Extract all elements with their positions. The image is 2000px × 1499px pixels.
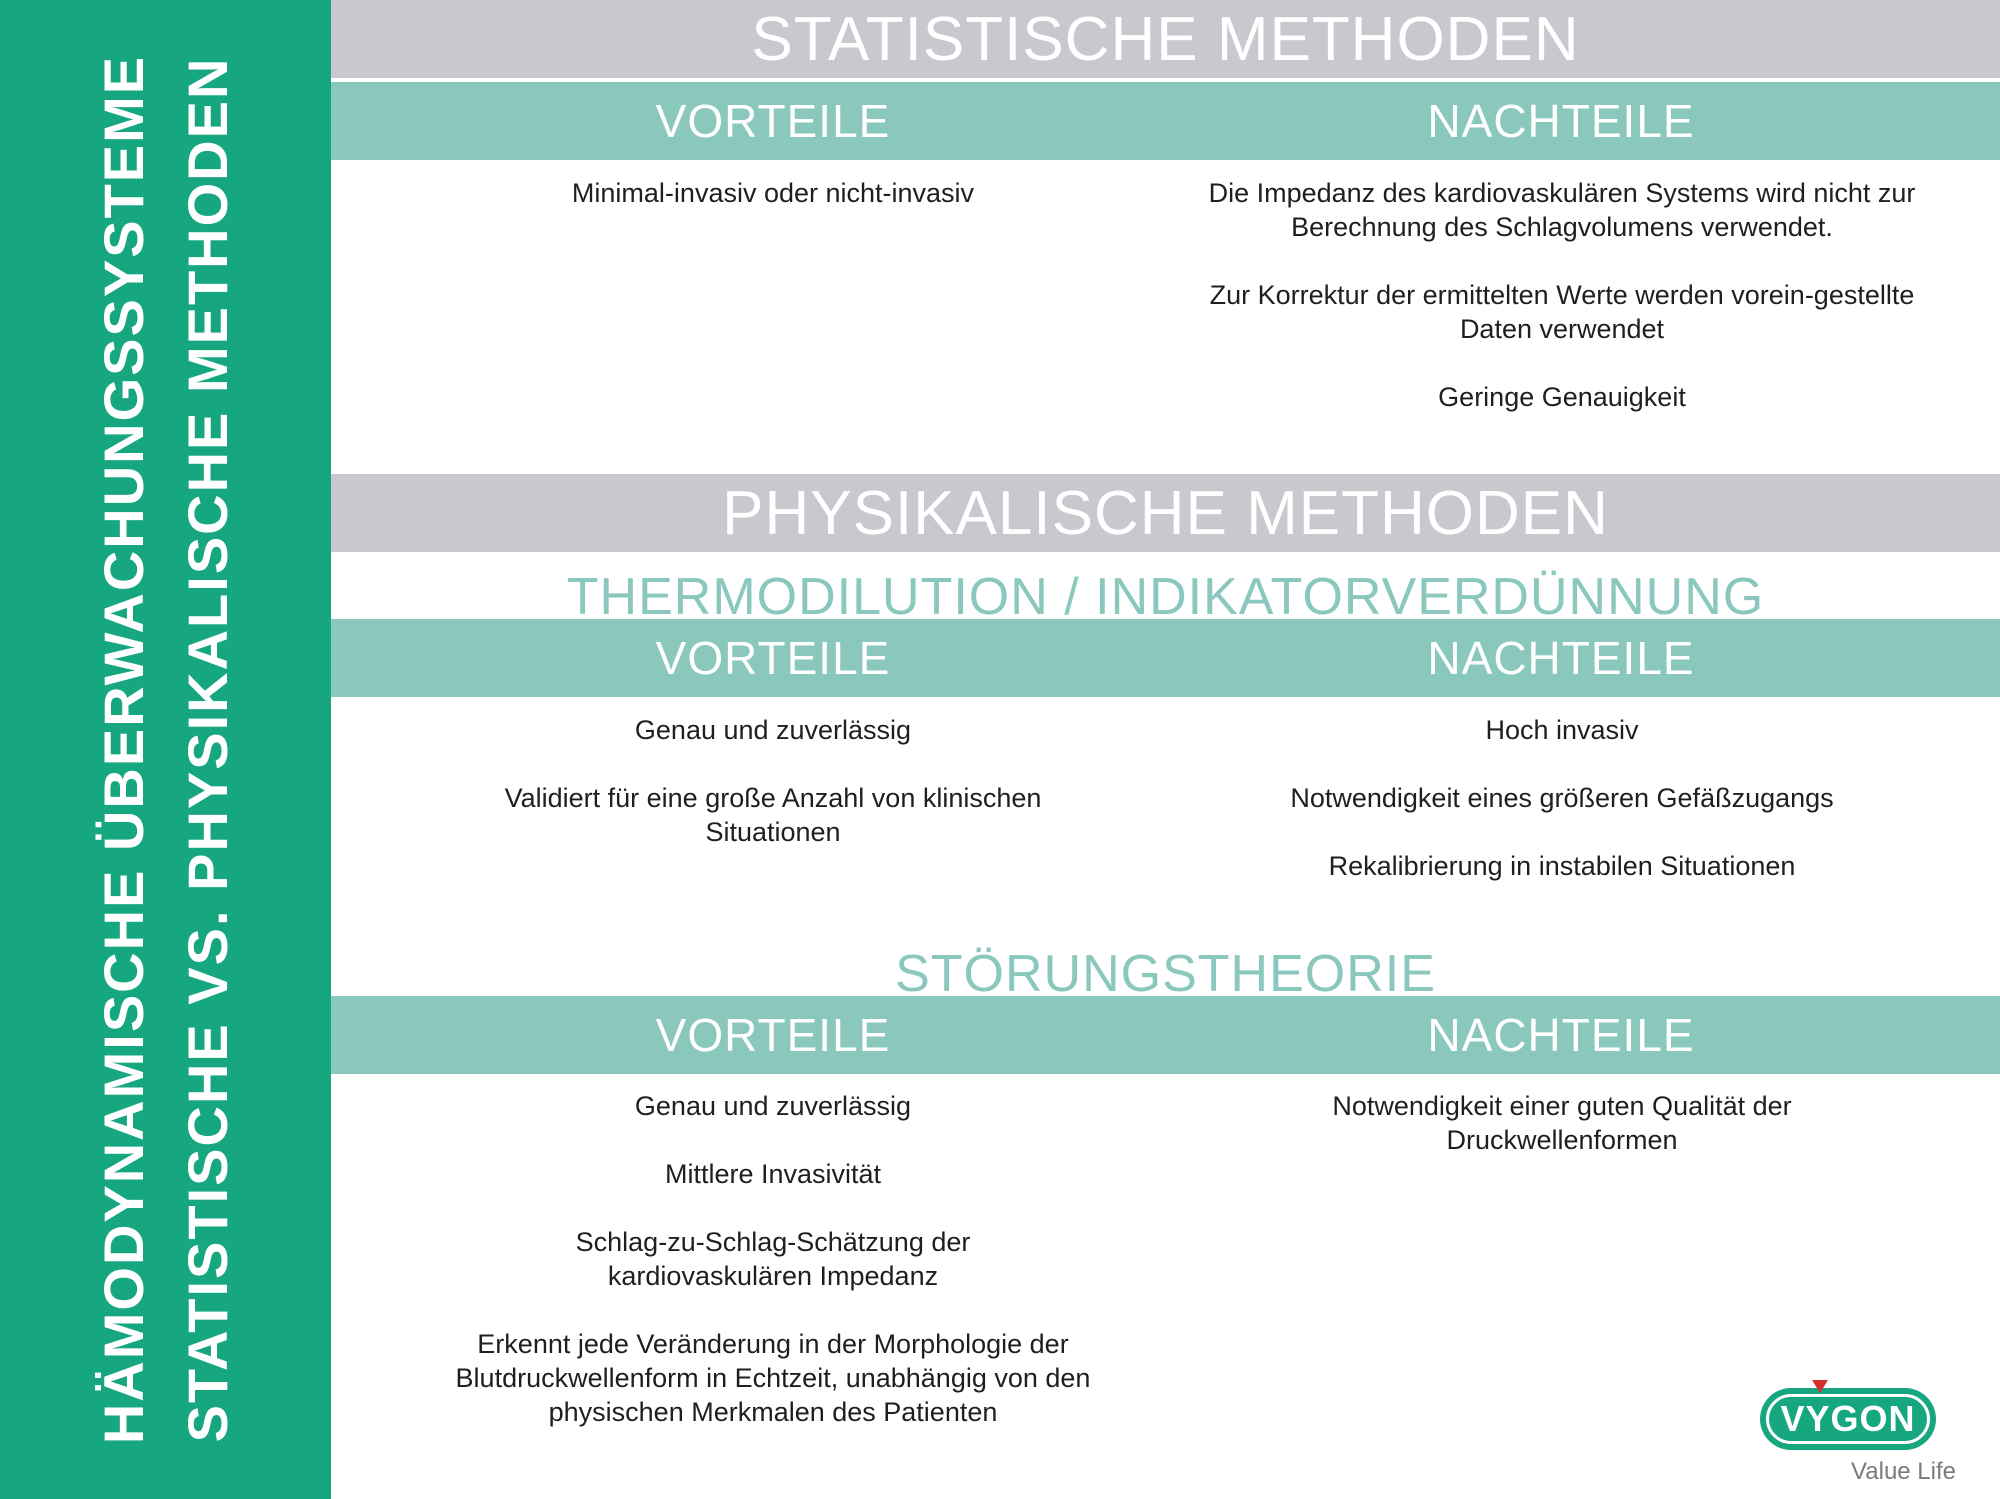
title-line-1: HÄMODYNAMISCHE ÜBERWACHUNGSSYSTEME <box>91 54 155 1445</box>
list-item: Notwendigkeit einer guten Qualität der Druckwellenformen <box>1332 1091 1792 1155</box>
nachteile-list-stoerung <box>1187 1089 1937 1157</box>
logo-badge <box>1760 1388 1936 1450</box>
section-heading-physikalisch: PHYSIKALISCHE METHODEN <box>331 474 2000 552</box>
vorteile-list-stoerung <box>433 1089 1113 1429</box>
title-line-2: STATISTISCHE VS. PHYSIKALISCHE METHODEN <box>175 56 239 1443</box>
header-row-thermo <box>331 619 2000 697</box>
vertical-title <box>0 0 331 1499</box>
nachteile-label: NACHTEILE <box>1427 1009 1695 1061</box>
vorteile-label: VORTEILE <box>655 1009 891 1061</box>
list-item: Rekalibrierung in instabilen Situationen <box>1328 851 1796 881</box>
subsection-title-stoerung: STÖRUNGSTHEORIE <box>895 945 1436 1003</box>
vorteile-list-thermo <box>433 713 1113 849</box>
vorteile-label: VORTEILE <box>655 95 891 147</box>
nachteile-label: NACHTEILE <box>1427 95 1695 147</box>
list-item: Genau und zuverlässig <box>634 1091 912 1121</box>
list-item: Minimal-invasiv oder nicht-invasiv <box>571 178 975 208</box>
list-item: Schlag-zu-Schlag-Schätzung der kardiovaskulären Impedanz <box>575 1227 971 1291</box>
list-item: Zur Korrektur der ermittelten Werte werden vorein-gestellte Daten verwendet <box>1209 280 1915 344</box>
list-item: Geringe Genauigkeit <box>1438 382 1686 412</box>
nachteile-list-statistisch <box>1187 176 1937 414</box>
vorteile-label: VORTEILE <box>655 632 891 684</box>
sidebar <box>0 0 331 1499</box>
list-item: Notwendigkeit eines größeren Gefäßzugangs <box>1290 783 1834 813</box>
header-row-stoerung <box>331 996 2000 1074</box>
logo-triangle-icon <box>1812 1380 1828 1393</box>
list-item: Validiert für eine große Anzahl von klinischen Situationen <box>504 783 1042 847</box>
list-item: Hoch invasiv <box>1485 715 1639 745</box>
section-heading-statistisch: STATISTISCHE METHODEN <box>331 0 2000 78</box>
logo-tagline: Value Life <box>1851 1458 1956 1485</box>
nachteile-list-thermo <box>1187 713 1937 883</box>
header-row-statistisch <box>331 82 2000 160</box>
vygon-logo <box>1760 1380 1960 1490</box>
list-item: Die Impedanz des kardiovaskulären Systems wird nicht zur Berechnung des Schlagvolumens verwendet. <box>1208 178 1916 242</box>
list-item: Genau und zuverlässig <box>634 715 912 745</box>
nachteile-label: NACHTEILE <box>1427 632 1695 684</box>
list-item: Erkennt jede Veränderung in der Morphologie der Blutdruckwellenform in Echtzeit, unabhängig von den physischen Merkmalen des Patienten <box>455 1329 1091 1427</box>
subsection-title-thermo: THERMODILUTION / INDIKATORVERDÜNNUNG <box>566 568 1765 626</box>
list-item: Mittlere Invasivität <box>664 1159 882 1189</box>
logo-wordmark: VYGON <box>1766 1394 1930 1444</box>
vorteile-list-statistisch <box>433 176 1113 210</box>
